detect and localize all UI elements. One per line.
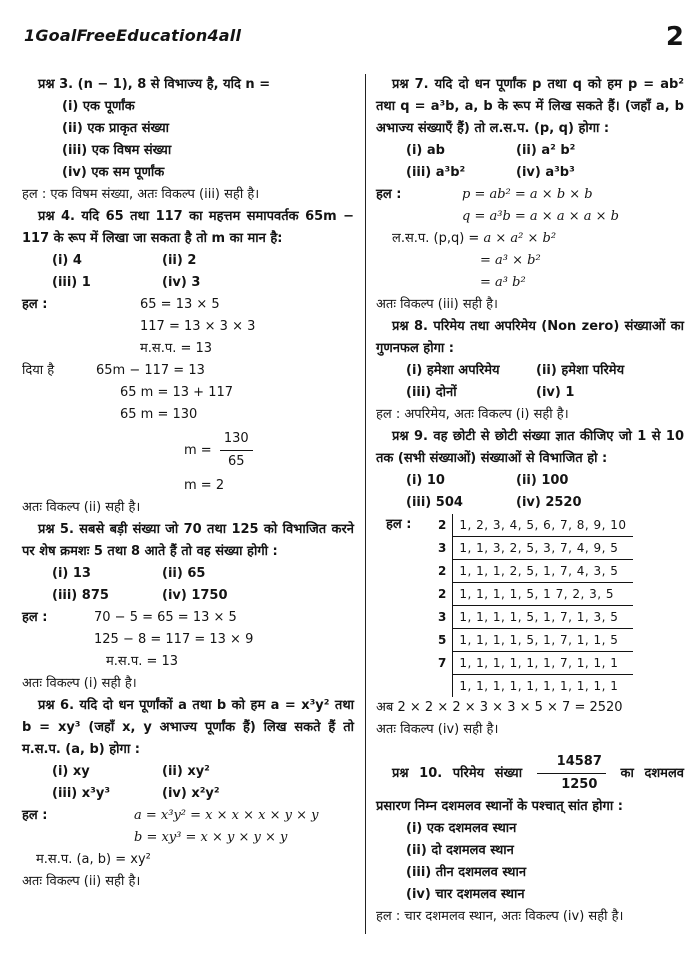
brand-watermark: 1GoalFreeEducation4all: [24, 26, 242, 45]
question-8: [376, 316, 684, 426]
left-column: [22, 74, 354, 893]
option: (iv) चार दशमलव स्थान: [406, 887, 525, 902]
fraction-denominator: 65: [227, 454, 245, 469]
quotient-row-cell: 1, 2, 3, 4, 5, 6, 7, 8, 9, 10: [453, 514, 633, 537]
question-10: [376, 751, 684, 928]
step: 125 − 8 = 117 = 13 × 9: [94, 632, 254, 647]
step: a = x³y² = x × x × x × y × y: [134, 808, 319, 823]
question-text-pre: प्रश्न 10. परिमेय संख्या: [392, 766, 523, 781]
fraction: [220, 428, 253, 473]
question-text: प्रश्न 4. यदि 65 तथा 117 का महत्तम समापवर्तक 65m − 117 के रूप में लिखा जा सकता है तो m का मान है:: [22, 209, 354, 246]
option: (iv) 3: [162, 275, 201, 290]
divisor-cell: 3: [432, 537, 453, 560]
fraction-numerator: 14587: [537, 751, 606, 774]
options-grid: [22, 250, 354, 294]
divisor-cell: 2: [432, 560, 453, 583]
option: (i) 10: [406, 473, 445, 488]
division-row: [432, 560, 633, 583]
option: (iv) एक सम पूर्णांक: [62, 165, 165, 180]
option: (ii) एक प्राकृत संख्या: [62, 121, 170, 136]
step: 65 m = 13 + 117: [120, 385, 234, 400]
option: (ii) हमेशा परिमेय: [536, 363, 625, 378]
question-5: [22, 519, 354, 695]
option: (iii) x³y³: [52, 786, 111, 801]
step: 65 = 13 × 5: [140, 297, 220, 312]
question-text: प्रश्न 5. सबसे बड़ी संख्या जो 70 तथा 125 को विभाजित करने पर शेष क्रमशः 5 तथा 8 आते हैं तो वह संख्या होगी :: [22, 522, 354, 559]
divisor-cell: 2: [432, 583, 453, 606]
division-row: [432, 514, 633, 537]
step: 117 = 13 × 3 × 3: [140, 319, 256, 334]
question-6: [22, 695, 354, 893]
option: (iv) 1: [536, 385, 575, 400]
hcf-result: म.स.प. (a, b) = xy²: [36, 852, 151, 867]
question-3: [22, 74, 354, 206]
option: (iv) 2520: [516, 495, 582, 510]
options-grid: [376, 470, 684, 514]
option: (iii) 875: [52, 588, 109, 603]
solution-block: [22, 805, 354, 849]
solution-block: [22, 294, 354, 360]
quotient-row-cell: 1, 1, 1, 1, 5, 1, 7, 1, 3, 5: [453, 606, 633, 629]
page-header: [24, 22, 684, 62]
step: q = a³b = a × a × a × b: [462, 209, 619, 224]
m-label: m =: [184, 443, 212, 458]
question-text: प्रश्न 9. वह छोटी से छोटी संख्या ज्ञात कीजिए जो 1 से 10 तक (सभी संख्याओं) संख्याओं से विभाजित हो :: [376, 429, 684, 466]
option: (iii) a³b²: [406, 165, 466, 180]
division-row: [432, 606, 633, 629]
solution-label: हल :: [22, 610, 48, 625]
question-text: प्रश्न 3. (n − 1), 8 से विभाज्य है, यदि n =: [38, 77, 271, 92]
question-text: [376, 751, 684, 818]
conclusion: अतः विकल्प (iv) सही है।: [376, 722, 499, 737]
fraction-numerator: 130: [220, 428, 253, 451]
given-label: दिया है: [22, 363, 55, 378]
option: (ii) a² b²: [516, 143, 576, 158]
divisor-cell: [432, 675, 453, 698]
solution-label: हल :: [376, 187, 402, 202]
option: (iii) तीन दशमलव स्थान: [406, 865, 527, 880]
solution-block: [376, 514, 684, 697]
column-divider: [365, 74, 366, 934]
division-row: [432, 583, 633, 606]
question-text: प्रश्न 6. यदि दो धन पूर्णांकों a तथा b को हम a = x³y² तथा b = xy³ (जहाँ x, y अभाज्य पूर्णांक हैं) लिख सकते हैं तो म.स.प. (a, b) होगा :: [22, 698, 354, 757]
option: (iv) x²y²: [162, 786, 220, 801]
step: 65m − 117 = 13: [96, 363, 205, 378]
option: (iii) दोनों: [406, 385, 457, 400]
quotient-row-cell: 1, 1, 1, 1, 5, 1, 7, 1, 1, 5: [453, 629, 633, 652]
divisor-cell: 7: [432, 652, 453, 675]
question-4: [22, 206, 354, 519]
option: (ii) दो दशमलव स्थान: [406, 843, 514, 858]
given-block: [22, 360, 354, 426]
option: (iii) 504: [406, 495, 463, 510]
options-grid: [22, 761, 354, 805]
division-row: [432, 537, 633, 560]
question-7: [376, 74, 684, 316]
option: (iii) एक विषम संख्या: [62, 143, 172, 158]
quotient-row-cell: 1, 1, 1, 1, 1, 1, 7, 1, 1, 1: [453, 652, 633, 675]
step: म.स.प. = 13: [106, 654, 179, 669]
option: (i) xy: [52, 764, 90, 779]
option: (ii) xy²: [162, 764, 210, 779]
division-row: [432, 629, 633, 652]
divisor-cell: 2: [432, 514, 453, 537]
solution-block: [22, 607, 354, 673]
question-9: [376, 426, 684, 741]
conclusion: अतः विकल्प (iii) सही है।: [376, 297, 498, 312]
step: म.स.प. = 13: [140, 341, 213, 356]
option: (ii) 2: [162, 253, 197, 268]
option: (i) हमेशा अपरिमेय: [406, 363, 500, 378]
options-grid: [376, 360, 684, 404]
solution-text: हल : एक विषम संख्या, अतः विकल्प (iii) सही है।: [22, 187, 260, 202]
fraction-denominator: 1250: [561, 777, 598, 792]
m-result: m = 2: [184, 478, 225, 493]
quotient-row-cell: 1, 1, 1, 2, 5, 1, 7, 4, 3, 5: [453, 560, 633, 583]
solution-text: हल : चार दशमलव स्थान, अतः विकल्प (iv) सही है।: [376, 909, 624, 924]
solution-label: हल :: [22, 297, 48, 312]
step: 65 m = 130: [120, 407, 198, 422]
quotient-row-cell: 1, 1, 1, 1, 5, 1 7, 2, 3, 5: [453, 583, 633, 606]
quotient-row-cell: 1, 1, 3, 2, 5, 3, 7, 4, 9, 5: [453, 537, 633, 560]
option: (iii) 1: [52, 275, 91, 290]
quotient-row-cell: 1, 1, 1, 1, 1, 1, 1, 1, 1, 1: [459, 679, 619, 693]
conclusion: अतः विकल्प (i) सही है।: [22, 676, 137, 691]
options-grid: [22, 563, 354, 607]
lcm-label: ल.स.प. (p,q) =: [392, 231, 480, 246]
option: (i) एक पूर्णांक: [62, 99, 135, 114]
division-row: [432, 652, 633, 675]
option: (iv) a³b³: [516, 165, 575, 180]
right-column: [376, 74, 684, 928]
option: (i) ab: [406, 143, 445, 158]
option: (i) 13: [52, 566, 91, 581]
division-row: [432, 675, 633, 698]
conclusion: अतः विकल्प (ii) सही है।: [22, 500, 141, 515]
solution-label: हल :: [22, 808, 48, 823]
conclusion: अतः विकल्प (ii) सही है।: [22, 874, 141, 889]
option: (iv) 1750: [162, 588, 228, 603]
page-number: 2: [665, 22, 684, 52]
divisor-cell: 3: [432, 606, 453, 629]
question-text-post: का दशमलव प्रसारण निम्न दशमलव स्थानों के पश्चात् सांत होगा :: [376, 766, 684, 814]
solution-label: हल :: [386, 517, 412, 532]
solution-text: हल : अपरिमेय, अतः विकल्प (i) सही है।: [376, 407, 569, 422]
question-text: प्रश्न 8. परिमेय तथा अपरिमेय (Non zero) संख्याओं का गुणनफल होगा :: [376, 319, 684, 356]
divisor-cell: 5: [432, 629, 453, 652]
option: (ii) 100: [516, 473, 569, 488]
option: (i) एक दशमलव स्थान: [406, 821, 517, 836]
fraction-step: [22, 428, 354, 473]
solution-block: [376, 184, 684, 228]
result-text: अब 2 × 2 × 2 × 3 × 3 × 5 × 7 = 2520: [376, 700, 623, 715]
fraction: [537, 751, 606, 796]
option: (i) 4: [52, 253, 82, 268]
step: p = ab² = a × b × b: [462, 187, 593, 202]
step: = a³ b²: [480, 275, 526, 290]
option: (ii) 65: [162, 566, 206, 581]
lcm-block: [376, 228, 684, 294]
step: b = xy³ = x × y × y × y: [134, 830, 288, 845]
step: 70 − 5 = 65 = 13 × 5: [94, 610, 237, 625]
question-text: प्रश्न 7. यदि दो धन पूर्णांक p तथा q को हम p = ab² तथा q = a³b, a, b के रूप में लिख सकते हैं। (जहाँ a, b अभाज्य संख्याएँ हैं) तो ल.स.प. (p, q) होगा :: [376, 77, 684, 136]
step: = a³ × b²: [480, 253, 541, 268]
options-grid: [376, 140, 684, 184]
division-table: [432, 514, 633, 697]
step: a × a² × b²: [483, 231, 557, 246]
